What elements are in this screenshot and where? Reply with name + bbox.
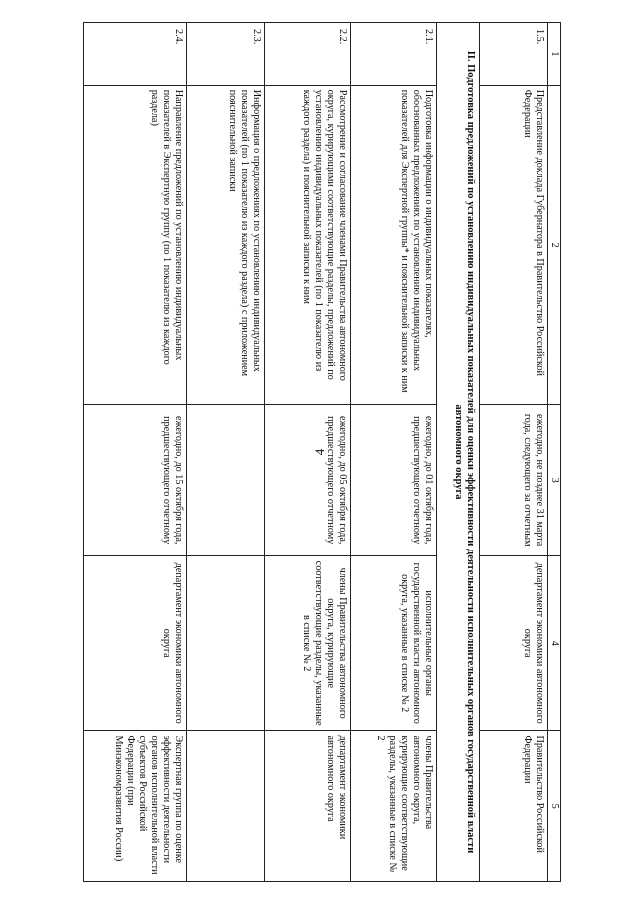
row-number: 1.5.: [480, 23, 548, 86]
row-responsible: департамент экономики автономного округа: [84, 555, 187, 731]
row-action: Представление доклада Губернатора в Правительство Российской Федерации: [480, 85, 548, 405]
column-number: 2: [548, 85, 561, 405]
row-number: 2.2.: [265, 23, 351, 86]
row-recipient: члены Правительства автономного округа, курирующие соответствующие разделы, указанные в списке № 2: [351, 731, 437, 882]
row-action: Информация о предложениях по установлению индивидуальных показателей (по 1 показателю из каждого раздела) с приложением пояснительной записки: [187, 85, 265, 405]
table-row: [84, 23, 187, 882]
table-row: [187, 23, 265, 882]
column-number: 4: [548, 555, 561, 731]
row-recipient: [187, 731, 265, 882]
row-action: Направление предложений по установлению индивидуальных показателей в Экспертную группу (по 1 показателю из каждого раздела): [84, 85, 187, 405]
column-number: 5: [548, 731, 561, 882]
row-action: Подготовка информации о индивидуальных показателях, обоснованных предложениях по установлению индивидуальных показателей для Экспертной группы* и пояснительной записки к ним: [351, 85, 437, 405]
row-action: Рассмотрение и согласование членами Правительства автономного округа, курирующими соответствующие разделы, предложений по установлению индивидуальных показателей (по 1 показателю из каждого раздела) и пояснительной записки к ним: [265, 85, 351, 405]
table-row: [480, 23, 548, 882]
row-recipient: департамент экономики автономного округа: [265, 731, 351, 882]
row-number: 2.1.: [351, 23, 437, 86]
row-deadline: ежегодно, до 05 октября года, предшествующего отчетному: [265, 405, 351, 555]
row-responsible: [187, 555, 265, 731]
row-number: 2.4.: [84, 23, 187, 86]
row-recipient: Правительство Российской Федерации: [480, 731, 548, 882]
column-number: 3: [548, 405, 561, 555]
section-title: II. Подготовка предложений по установлению индивидуальных показателей для оценки эффективности деятельности исполнительных органов государственной власти автономного округа: [437, 23, 480, 882]
plan-table-container: [83, 22, 561, 882]
column-number-row: [548, 23, 561, 882]
plan-table: [83, 22, 561, 882]
row-recipient: Экспертная группа по оценке эффективности деятельности органов исполнительной власти субъектов Российской Федерации (при Минэкономразвития России): [84, 731, 187, 882]
section-row: [437, 23, 480, 882]
column-number: 1: [548, 23, 561, 86]
row-deadline: ежегодно, до 15 октября года, предшествующего отчетному: [84, 405, 187, 555]
row-responsible: департамент экономики автономного округа: [480, 555, 548, 731]
table-row: [351, 23, 437, 882]
table-row: [265, 23, 351, 882]
page-number: 4: [312, 448, 327, 456]
row-responsible: исполнительные органы государственной власти автономного округа, указанные в списке № 2: [351, 555, 437, 731]
row-deadline: ежегодно, до 01 октября года, предшествующего отчетному: [351, 405, 437, 555]
row-number: 2.3.: [187, 23, 265, 86]
row-responsible: члены Правительства автономного округа, курирующие соответствующие разделы, указанные в списке № 2: [265, 555, 351, 731]
row-deadline: ежегодно, не позднее 31 марта года, следующего за отчетным: [480, 405, 548, 555]
row-deadline: [187, 405, 265, 555]
